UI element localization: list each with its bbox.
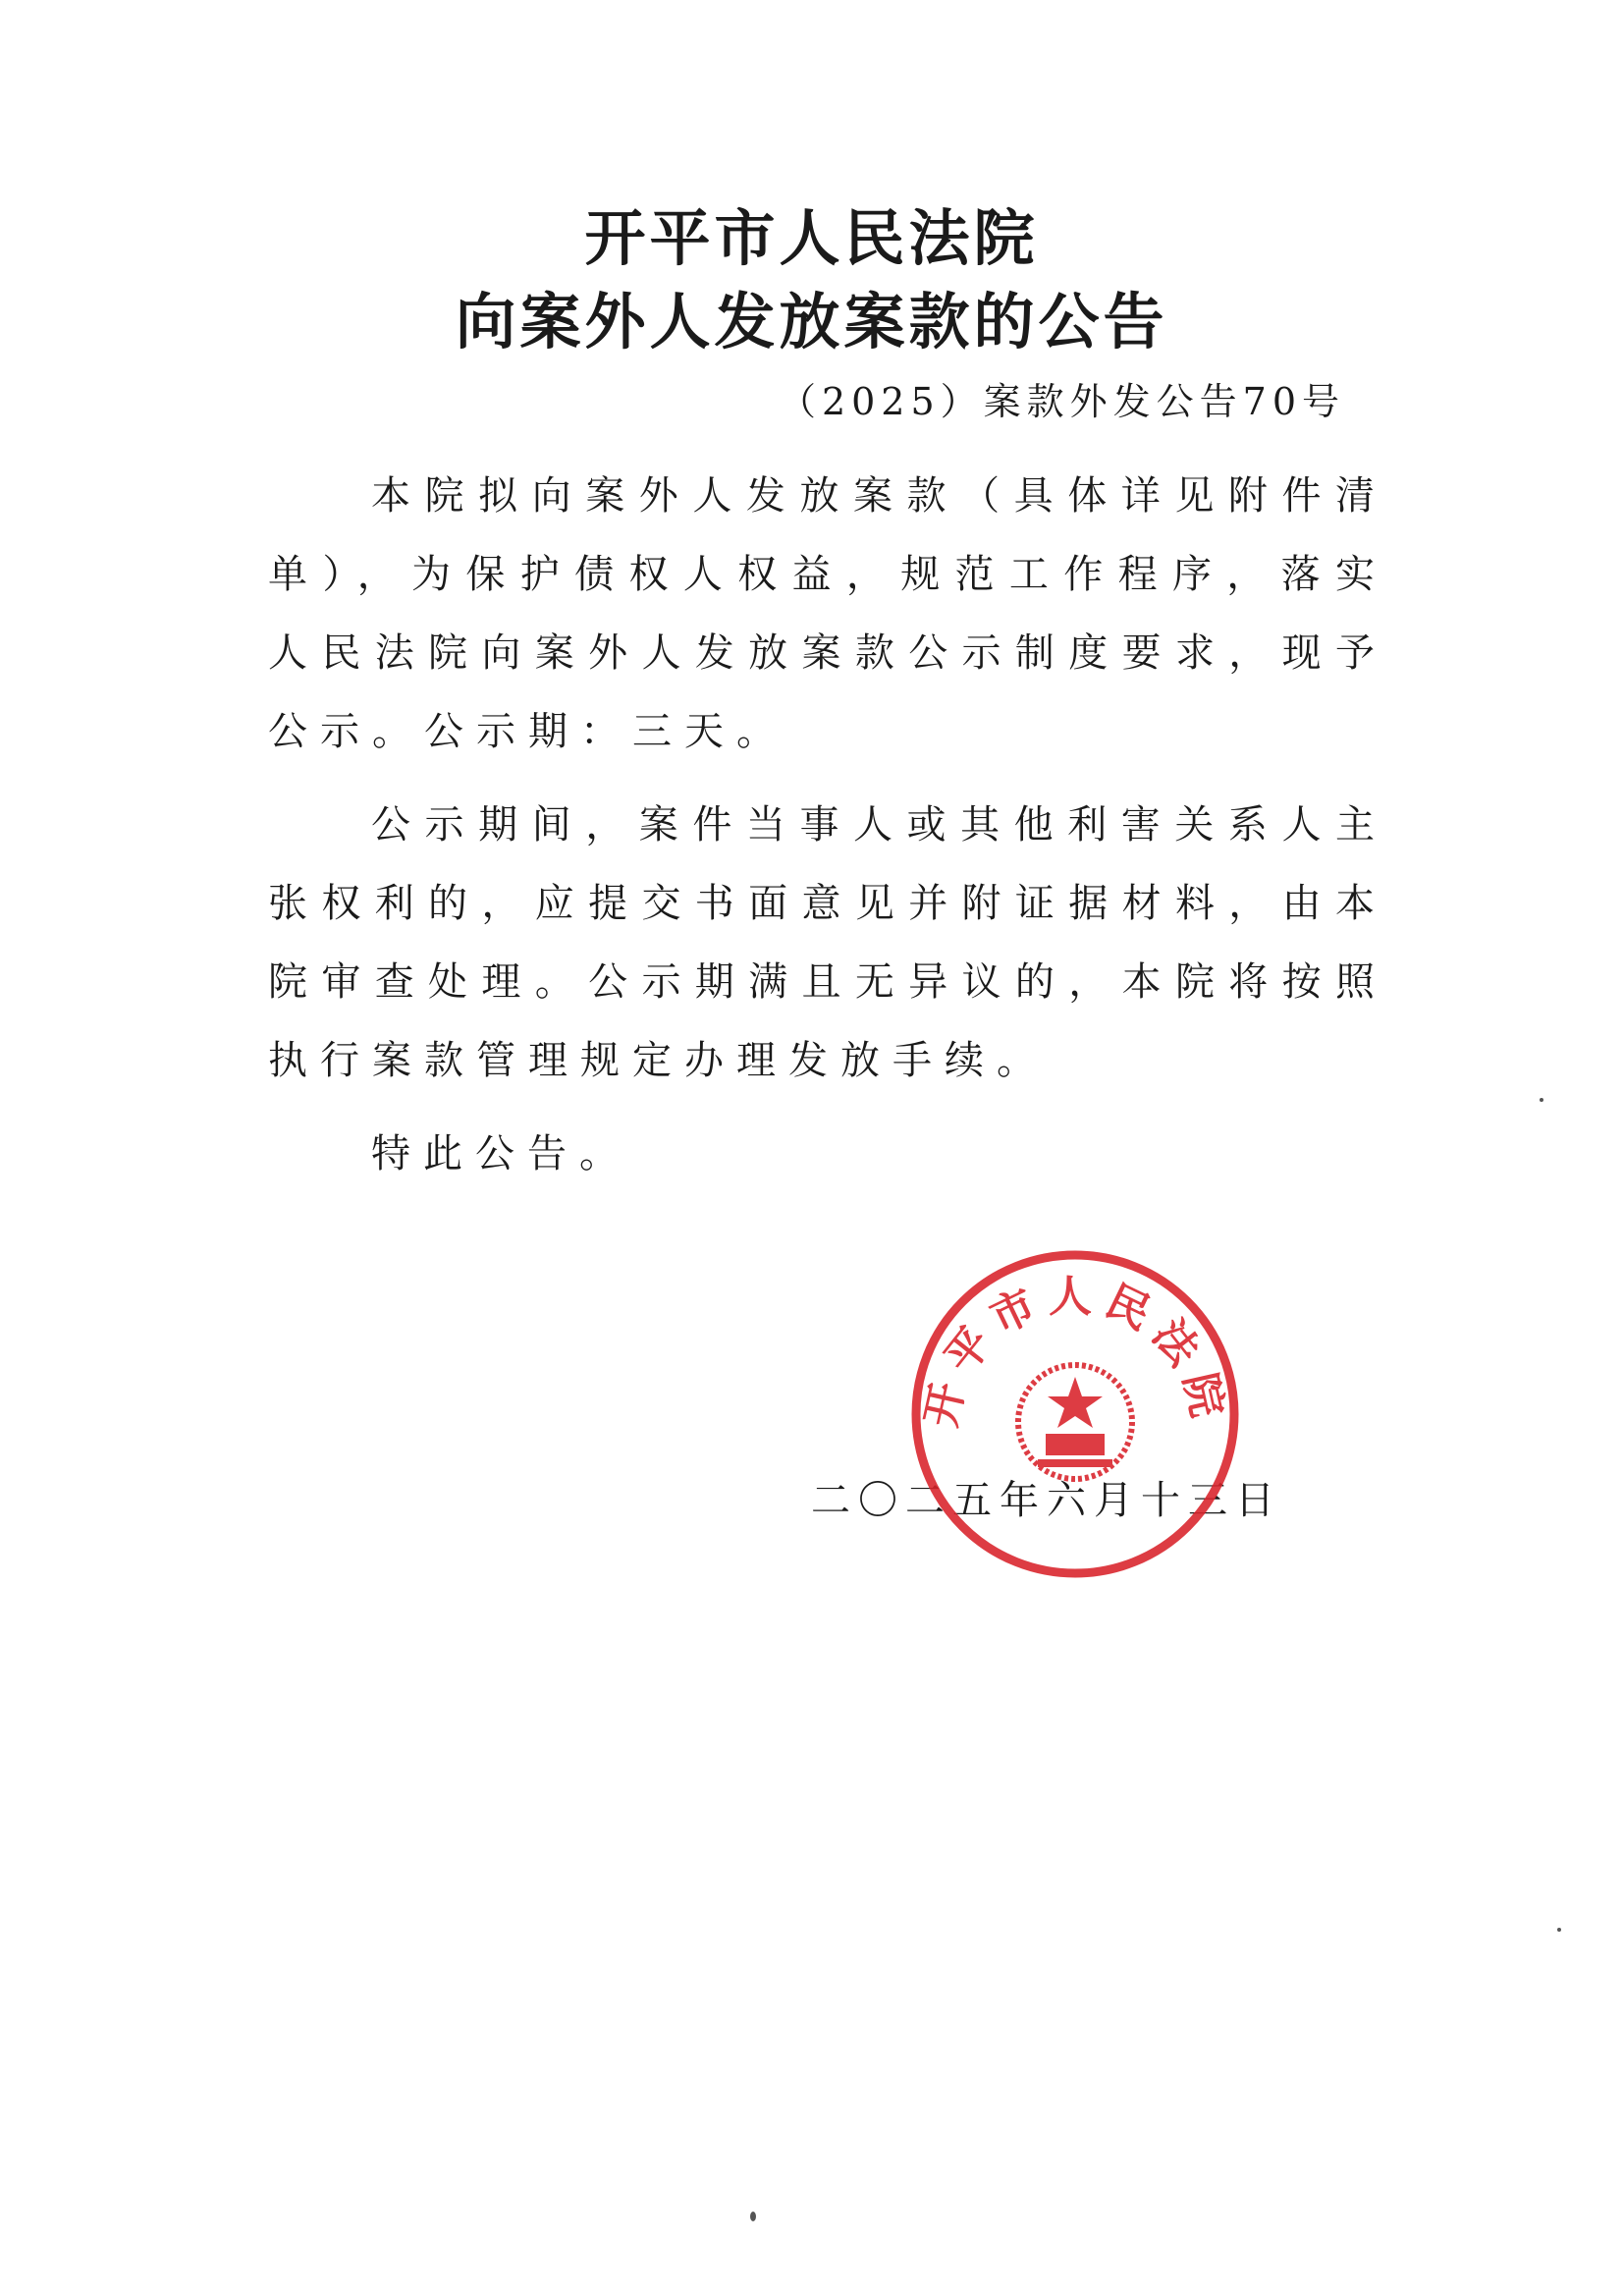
- paragraph-objection-period: 公示期间，案件当事人或其他利害关系人主张权利的，应提交书面意见并附证据材料，由本院审查处理。公示期满且无异议的，本院将按照执行案款管理规定办理发放手续。: [268, 802, 1387, 1083]
- issue-date: 二〇二五年六月十三日: [811, 1478, 1282, 1523]
- court-seal-stamp: [908, 1247, 1242, 1581]
- paragraph-intro: 本院拟向案外人发放案款（具体详见附件清单），为保护债权人权益，规范工作程序，落实人民法院向案外人发放案款公示制度要求，现予公示。公示期：三天。: [268, 473, 1387, 754]
- national-emblem-icon: [1018, 1365, 1132, 1479]
- title-court-name: 开平市人民法院: [584, 202, 1039, 274]
- document-number: （2025）案款外发公告70号: [778, 380, 1345, 423]
- scan-speck: [1540, 1098, 1543, 1102]
- svg-text:开平市人民法院: 开平市人民法院: [915, 1271, 1235, 1432]
- paragraph-closing: 特此公告。: [371, 1131, 631, 1176]
- scan-speck: [1557, 1928, 1561, 1932]
- title-notice-subject: 向案外人发放案款的公告: [455, 286, 1168, 357]
- scan-speck: [750, 2212, 756, 2221]
